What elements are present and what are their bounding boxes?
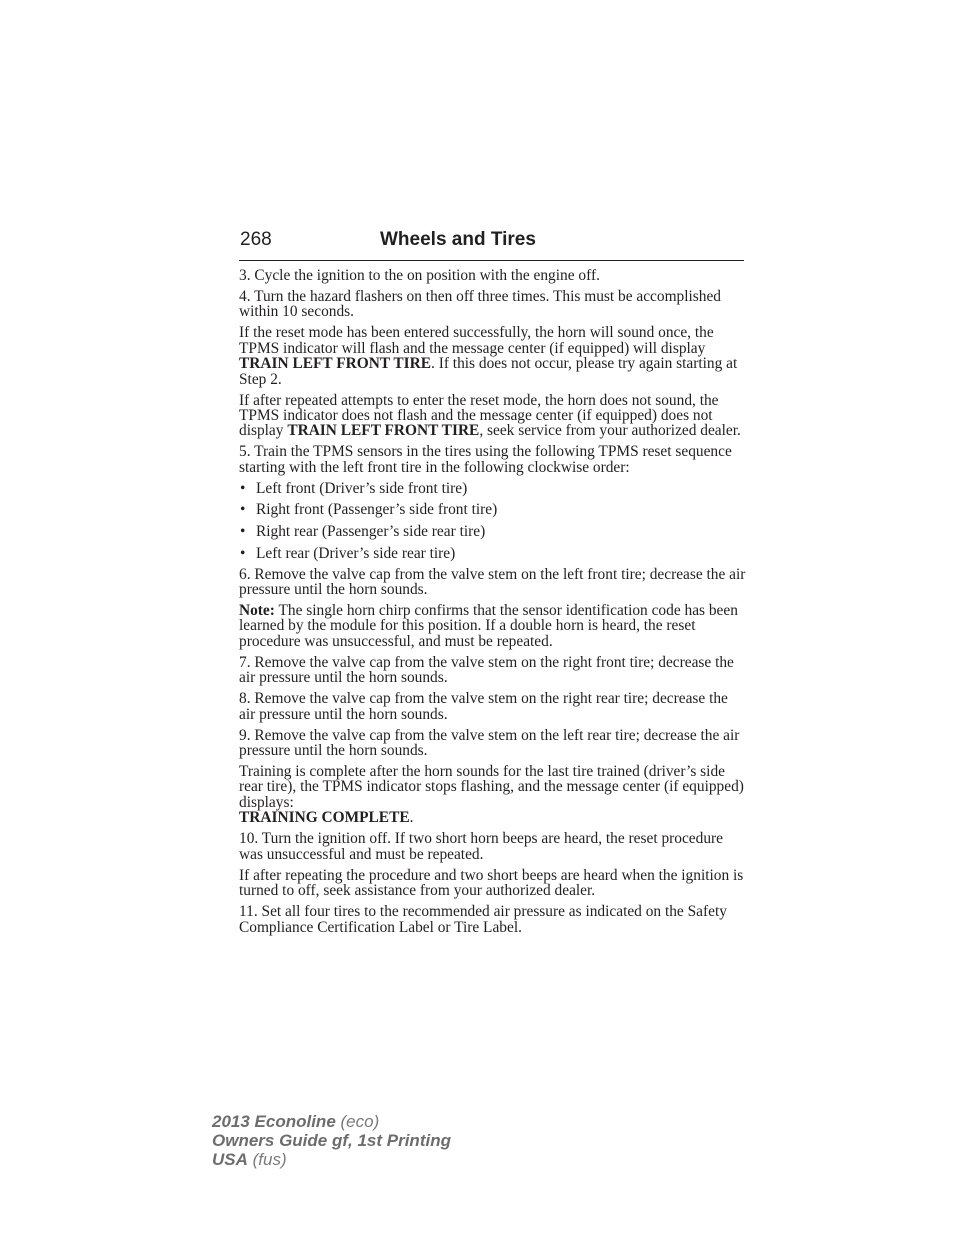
training-complete-paragraph: Training is complete after the horn sounds for the last tire trained (driver’s side rear tire), the TPMS indicator stops flashing, and the message center (if equipped) displays:	[239, 763, 744, 811]
page-number: 268	[240, 229, 272, 250]
reset-fail-text-end: , seek service from your authorized dealer.	[479, 422, 741, 440]
footer-market-code: (fus)	[247, 1150, 287, 1169]
section-title: Wheels and Tires	[380, 229, 536, 250]
reset-fail-display-message: TRAIN LEFT FRONT TIRE	[287, 422, 480, 440]
list-item: • Right rear (Passenger’s side rear tire)	[239, 524, 746, 539]
step-7: 7. Remove the valve cap from the valve stem on the right front tire; decrease the air pressure until the horn sounds.	[239, 653, 734, 687]
note-label: Note:	[239, 602, 275, 620]
training-complete-message-line	[239, 810, 746, 825]
list-item: • Left rear (Driver’s side rear tire)	[239, 546, 746, 561]
step-3: 3. Cycle the ignition to the on position with the engine off.	[239, 267, 600, 284]
training-complete-message: TRAINING COMPLETE	[239, 809, 410, 827]
step-6: 6. Remove the valve cap from the valve stem on the left front tire; decrease the air pressure until the horn sounds.	[239, 565, 746, 599]
reset-fail-text: If after repeated attempts to enter the reset mode, the horn does not sound, the TPMS indicator does not flash and the message center (if equipped) does not display	[239, 391, 719, 440]
step-5: 5. Train the TPMS sensors in the tires using the following TPMS reset sequence starting with the left front tire in the following clockwise order:	[239, 443, 732, 476]
footer-line-model	[212, 1112, 451, 1131]
footer-model-code: (eco)	[335, 1112, 380, 1131]
note-paragraph	[239, 603, 746, 649]
training-complete-period: .	[409, 809, 414, 827]
list-item: • Left front (Driver’s side front tire)	[239, 481, 746, 496]
footer-model: 2013 Econoline	[212, 1112, 336, 1131]
step-8: 8. Remove the valve cap from the valve stem on the right rear tire; decrease the air pressure until the horn sounds.	[239, 690, 728, 723]
footer-guide: Owners Guide gf, 1st Printing	[212, 1131, 451, 1150]
reset-success-display-message: TRAIN LEFT FRONT TIRE	[239, 355, 432, 373]
reset-success-text: If the reset mode has been entered successfully, the horn will sound once, the TPMS indicator will flash and the message center (if equipped) will display	[239, 324, 714, 357]
step-9: 9. Remove the valve cap from the valve stem on the left rear tire; decrease the air pressure until the horn sounds.	[239, 726, 740, 760]
footer-line-guide	[212, 1131, 451, 1150]
page-header	[239, 228, 744, 261]
list-item: • Right front (Passenger’s side front tire)	[239, 502, 746, 517]
page-footer	[212, 1112, 451, 1169]
step-4: 4. Turn the hazard flashers on then off three times. This must be accomplished within 10 seconds.	[239, 288, 722, 321]
reset-success-paragraph	[239, 325, 746, 387]
reset-success-text-end: . If this does not occur, please try again starting at Step 2.	[239, 355, 738, 388]
footer-market: USA	[212, 1150, 248, 1169]
tire-order-list	[239, 481, 746, 561]
reset-fail-paragraph	[239, 393, 746, 439]
footer-line-market	[212, 1150, 451, 1169]
step-10: 10. Turn the ignition off. If two short horn beeps are heard, the reset procedure was unsuccessful and must be repeated.	[239, 830, 723, 863]
note-text: The single horn chirp confirms that the sensor identification code has been learned by the module for this position. If a double horn is heard, the reset procedure was unsuccessful, and must be repeated.	[239, 602, 738, 650]
repeat-fail-paragraph: If after repeating the procedure and two short beeps are heard when the ignition is turned to off, seek assistance from your authorized dealer.	[239, 866, 744, 900]
step-11: 11. Set all four tires to the recommended air pressure as indicated on the Safety Compliance Certification Label or Tire Label.	[239, 903, 727, 936]
page-content	[239, 268, 746, 941]
